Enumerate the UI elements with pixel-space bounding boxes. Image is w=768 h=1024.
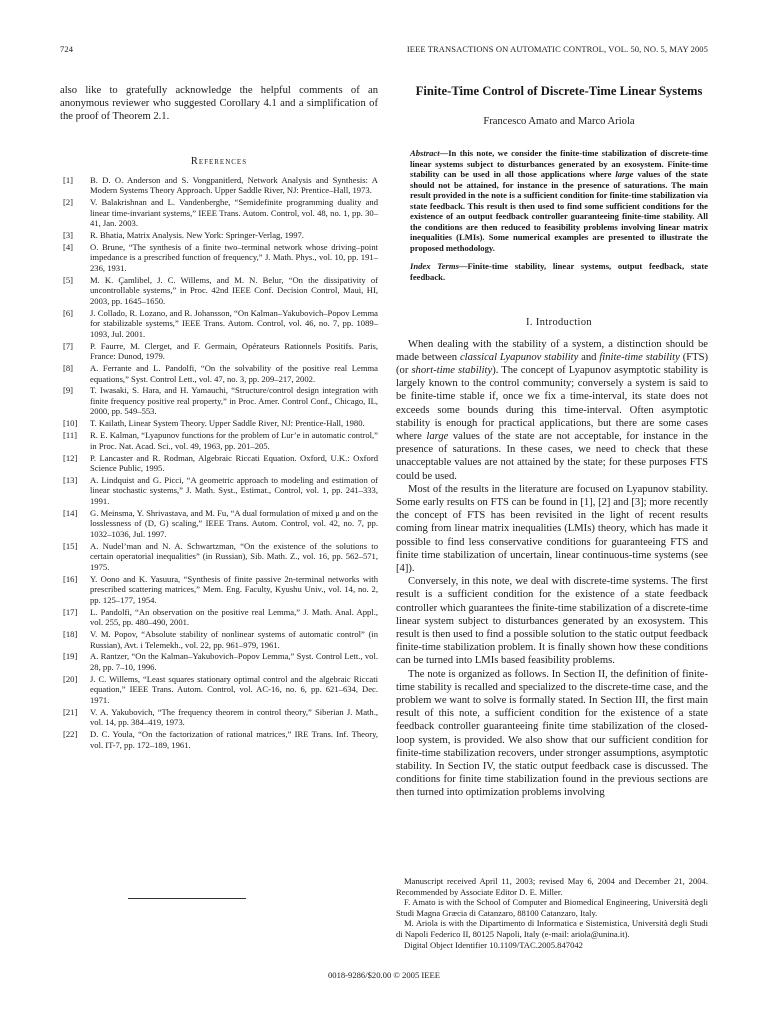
reference-number: [21]: [63, 706, 78, 717]
reference-number: [3]: [63, 229, 74, 240]
reference-item: [60, 508, 378, 540]
reference-number: [7]: [63, 340, 74, 351]
footnote: F. Amato is with the School of Computer and Biomedical Engineering, Università degli Studi Magna Græcia di Catanzaro, 88100 Catanzaro, Italy.: [396, 897, 708, 918]
references-heading: References: [190, 155, 248, 167]
reference-text: V. Balakrishnan and L. Vandenberghe, “Semidefinite programming duality and linear time-invariant systems,” IEEE Trans. Autom. Control, vol. 48, no. 1, pp. 30–41, Jan. 2003.: [90, 197, 378, 229]
reference-number: [14]: [63, 507, 78, 518]
reference-number: [16]: [63, 573, 78, 584]
reference-item: [60, 418, 378, 429]
reference-item: [60, 674, 378, 706]
reference-text: J. C. Willems, “Least squares stationary optimal control and the algebraic Riccati equation,” IEEE Trans. Autom. Control, vol. AC-16, no. 6, pp. 621–634, Dec. 1971.: [90, 673, 378, 705]
reference-text: O. Brune, “The synthesis of a finite two–terminal network whose driving–point impedance is a prescribed function of frequency,” J. Math. Phys., vol. 10, pp. 191–236, 1931.: [90, 241, 378, 273]
running-header: IEEE TRANSACTIONS ON AUTOMATIC CONTROL, VOL. 50, NO. 5, MAY 2005: [406, 44, 708, 54]
reference-item: [60, 629, 378, 650]
copyright-footer: 0018-9286/$20.00 © 2005 IEEE: [327, 970, 441, 980]
intro-paragraph: Conversely, in this note, we deal with discrete-time systems. The first result is a sufficient condition for the existence of a state feedback controller which guarantees the finite-time stabilization of a discrete-time linear system subject to disturbances generated by an exosystem. This result is then used to find a possible solution to the static output feedback finite-time stabilization problem. It is finally shown how these conditions can be turned into LMIs based feasibility problems.: [396, 576, 708, 667]
reference-text: A. Lindquist and G. Picci, “A geometric approach to modeling and estimation of linear stochastic systems,” J. Math. Syst., Estimat., Control, vol. 1, pp. 241–333, 1991.: [90, 474, 378, 507]
reference-number: [11]: [63, 430, 77, 441]
reference-number: [19]: [63, 651, 78, 662]
paper-authors: Francesco Amato and Marco Ariola: [483, 116, 635, 127]
reference-number: [9]: [63, 385, 74, 396]
reference-item: [60, 175, 378, 196]
reference-text: A. Rantzer, “On the Kalman–Yakubovich–Popov Lemma,” Syst. Control Lett., vol. 28, pp. 7–10, 1996.: [90, 651, 378, 673]
reference-item: [60, 707, 378, 728]
reference-text: T. Kailath, Linear System Theory. Upper Saddle River, NJ: Prentice-Hall, 1980.: [90, 418, 365, 429]
reference-number: [10]: [63, 418, 78, 429]
reference-text: V. M. Popov, “Absolute stability of nonlinear systems of automatic control” (in Russian), Avt. i Telemekh., vol. 22, pp. 961–979, 1961.: [90, 629, 378, 650]
index-terms: Index Terms—Finite-time stability, linear systems, output feedback, state feedback.: [410, 261, 709, 283]
abstract: Abstract—In this note, we consider the finite-time stabilization of discrete-time linear systems subject to disturbances generated by an exosystem. Finite-time stability can be used in all those applications where large values of the state should not be attained, for instance in the presence of saturations. The main result provided in the note is a sufficient condition for finite-time stabilization via state feedback. This result is then used to find some sufficient conditions for the existence of an output feedback controller guaranteeing finite-time stability. All the conditions are then reduced to feasibility problems involving linear matrix inequalities (LMIs). Some numerical examples are presented to illustrate the proposed methodology.: [410, 148, 708, 253]
reference-number: [5]: [63, 274, 74, 285]
reference-item: [60, 385, 378, 417]
reference-item: [60, 308, 378, 340]
right-column: [396, 84, 708, 800]
reference-number: [13]: [63, 474, 78, 485]
reference-item: [60, 453, 378, 474]
reference-text: D. C. Youla, “On the factorization of rational matrices,” IRE Trans. Inf. Theory, vol. IT-7, pp. 172–189, 1961.: [90, 729, 378, 750]
reference-item: [60, 607, 378, 628]
reference-number: [8]: [63, 362, 74, 373]
footnote: M. Ariola is with the Dipartimento di Informatica e Sistemistica, Università degli Studi di Napoli Federico II, 80125 Napoli, Italy (e-mail: ariola@unina.it).: [396, 918, 708, 939]
page-number: 724: [60, 44, 74, 54]
section-heading: I. Introduction: [525, 316, 593, 328]
reference-number: [12]: [63, 452, 78, 463]
reference-text: A. Nudel’man and N. A. Schwartzman, “On the existence of the solutions to certain operatorial inequalities” (in Russian), Sib. Math. Z., vol. 16, pp. 562–571, 1975.: [90, 540, 378, 572]
reference-item: [60, 341, 378, 362]
reference-text: P. Lancaster and R. Rodman, Algebraic Riccati Equation. Oxford, U.K.: Oxford Science Public, 1995.: [90, 452, 378, 474]
reference-item: [60, 430, 378, 451]
reference-item: [60, 275, 378, 307]
reference-item: [60, 651, 378, 672]
reference-number: [2]: [63, 197, 74, 207]
reference-item: [60, 574, 378, 606]
intro-paragraph: Most of the results in the literature are focused on Lyapunov stability. Some early results on FTS can be found in [1], [2] and [3]; more recently the concept of FTS has been revisited in the light of recent results coming from linear matrix inequalities (LMIs) theory, which has made it possible to find less conservative conditions for guaranteeing FTS and finite time stabilization of uncertain, linear continuous-time systems (see [4]).: [396, 483, 708, 575]
footnote: Manuscript received April 11, 2003; revised May 6, 2004 and December 21, 2004. Recommended by Associate Editor D. E. Miller.: [396, 876, 708, 897]
left-column: [60, 84, 378, 752]
reference-text: G. Meinsma, Y. Shrivastava, and M. Fu, “A dual formulation of mixed μ and on the losslessness of (D, G) scaling,” IEEE Trans. Autom. Control, vol. 42, no. 7, pp. 1032–1036, Jul. 1997.: [90, 507, 378, 539]
reference-item: [60, 541, 378, 573]
reference-text: R. E. Kalman, “Lyapunov functions for the problem of Lur’e in automatic control,” in Proc. Nat. Acad. Sci., vol. 49, 1963, pp. 201–205.: [90, 430, 378, 451]
reference-text: A. Ferrante and L. Pandolfi, “On the solvability of the positive real Lemma equations,” Syst. Control Lett., vol. 47, no. 3, pp. 209–217, 2002.: [90, 362, 378, 384]
reference-number: [17]: [63, 606, 78, 617]
reference-item: [60, 197, 378, 229]
reference-text: T. Iwasaki, S. Hara, and H. Yamauchi, “Structure/control design integration with finite frequency positive real property,” in Proc. Amer. Control Conf., Chicago, IL, 2000, pp. 549–553.: [90, 385, 378, 417]
reference-text: J. Collado, R. Lozano, and R. Johansson, “On Kalman–Yakubovich–Popov Lemma for stabilizable systems,” IEEE Trans. Autom. Control, vol. 46, no. 7, pp. 1089–1093, Jul. 2001.: [90, 307, 378, 339]
reference-text: B. D. O. Anderson and S. Vongpanitlerd, Network Analysis and Synthesis: A Modern Systems Theory Approach. Upper Saddle River, NJ: Prentice–Hall, 1973.: [90, 174, 378, 196]
reference-item: [60, 363, 378, 384]
abstract-label: Abstract—: [410, 148, 449, 158]
reference-number: [20]: [63, 673, 78, 684]
continued-text: also like to gratefully acknowledge the helpful comments of an anonymous reviewer who suggested Corollary 4.1 and a simplification of the proof of Theorem 2.1.: [60, 85, 378, 123]
reference-text: R. Bhatia, Matrix Analysis. New York: Springer-Verlag, 1997.: [90, 229, 304, 240]
reference-text: L. Pandolfi, “An observation on the positive real Lemma,” J. Math. Anal. Appl., vol. 255, pp. 480–490, 2001.: [90, 606, 378, 628]
intro-paragraph: When dealing with the stability of a system, a distinction should be made between classical Lyapunov stability and finite-time stability (FTS) (or short-time stability). The concept of Lyapunov asymptotic stability is largely known to the control community; conversely a system is said to be finite-time stable if, once we fix a time-interval, its state does not exceeds some bounds during this time-interval. Often asymptotic stability is enough for practical applications, but there are some cases where large values of the state are not acceptable, for instance in the presence of saturations. In these cases, we need to check that these unacceptable values are not attained by the state; for these purposes FTS could be used.: [396, 338, 708, 482]
reference-number: [15]: [63, 540, 78, 551]
reference-number: [22]: [63, 729, 78, 740]
paper-title: Finite-Time Control of Discrete-Time Linear Systems: [415, 84, 703, 98]
footnote: Digital Object Identifier 10.1109/TAC.2005.847042: [404, 939, 583, 950]
reference-item: [60, 242, 378, 274]
reference-item: [60, 230, 378, 241]
reference-text: V. A. Yakubovich, “The frequency theorem in control theory,” Siberian J. Math., vol. 14, pp. 384–419, 1973.: [90, 706, 378, 728]
intro-paragraph: The note is organized as follows. In Section II, the definition of finite-time stability is recalled and specialized to the discrete-time case, and the problem we want to solve is formally stated. In Section III, the first main result of this note, a sufficient condition for the existence of a state feedback controller guaranteeing finite time stabilization of the closed-loop system, is provided. We also show that our sufficient condition for finite-time stabilization recovers, under stronger assumptions, asymptotic stability. In Section IV, the static output feedback case is discussed. The conditions for finite time stabilization found in the previous sections are then turned into optimization problems involving: [396, 668, 708, 799]
reference-text: M. K. Çamlibel, J. C. Willems, and M. N. Belur, “On the dissipativity of uncontrollable systems,” in Proc. 42nd IEEE Conf. Decision Control, Maui, HI, 2003, pp. 1645–1650.: [90, 274, 378, 306]
footnotes: [396, 876, 708, 950]
reference-item: [60, 729, 378, 750]
reference-number: [18]: [63, 629, 78, 640]
reference-text: Y. Oono and K. Yasuura, “Synthesis of finite passive 2n-terminal networks with prescribed scattering matrices,” Mem. Eng. Faculty, Kyushu Univ., vol. 14, no. 2, pp. 125–177, 1954.: [90, 573, 378, 605]
reference-number: [1]: [63, 174, 74, 185]
reference-number: [6]: [63, 307, 74, 318]
reference-item: [60, 475, 378, 507]
footnote-rule: [128, 898, 246, 899]
index-terms-label: Index Terms—: [410, 261, 468, 272]
reference-text: P. Faurre, M. Clerget, and F. Germain, Opérateurs Rationnels Positifs. Paris, France: Dunod, 1979.: [90, 340, 378, 362]
references-list: [60, 175, 378, 751]
reference-number: [4]: [63, 241, 74, 252]
